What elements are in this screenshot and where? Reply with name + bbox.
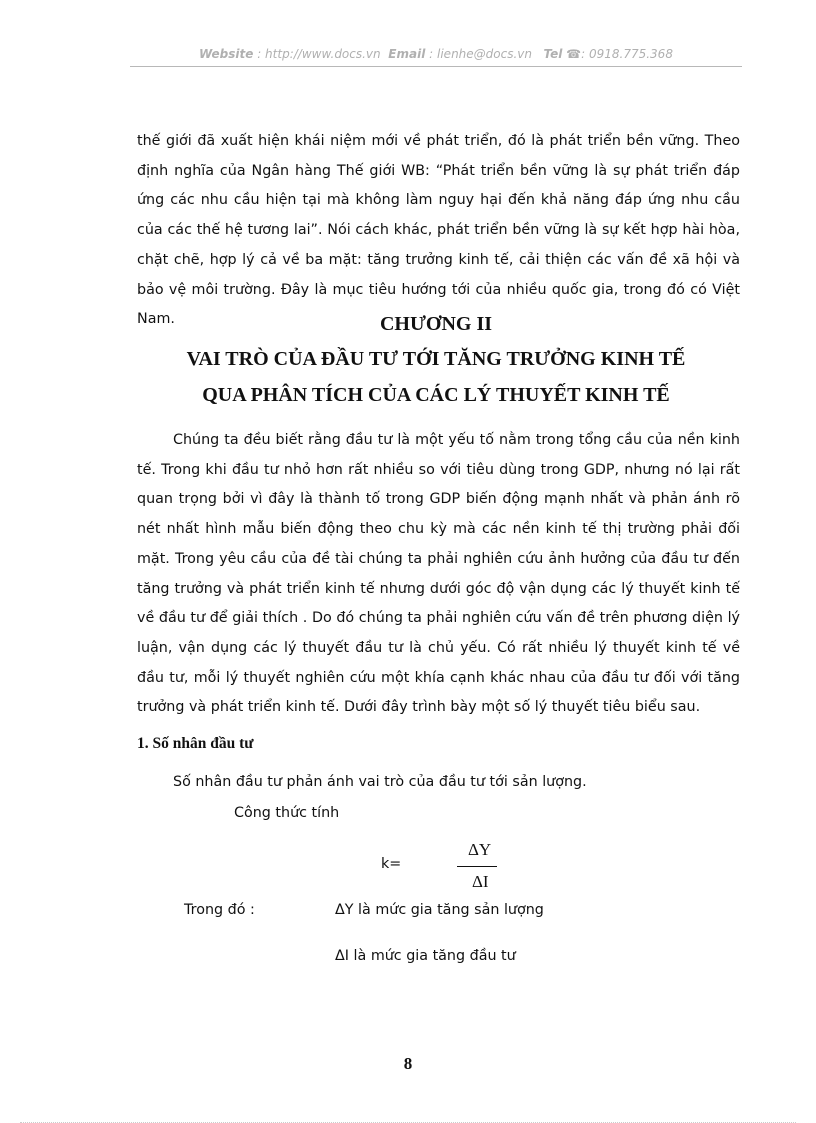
chapter-title-line2: QUA PHÂN TÍCH CỦA CÁC LÝ THUYẾT KINH TẾ	[202, 384, 670, 406]
email-label: Email	[388, 47, 426, 61]
header-divider	[130, 66, 742, 67]
intro-paragraph: thế giới đã xuất hiện khái niệm mới về phát triển, đó là phát triển bền vững. Theo định nghĩa của Ngân hàng Thế giới WB: “Phát triển bền vững là sự phát triển đáp ứng các nhu cầu hiện tại mà không làm nguy hại đến khả năng đáp ứng nhu cầu của các thế hệ tương lai”. Nói cách khác, phát triển bền vững là sự kết hợp hài hòa, chặt chẽ, hợp lý cả về ba mặt: tăng trưởng kinh tế, cải thiện các vấn đề xã hội và bảo vệ môi trường. Đây là mục tiêu hướng tới của nhiều quốc gia, trong đó có Việt Nam.	[137, 133, 740, 328]
website-label: Website	[199, 47, 254, 61]
where-delta-y: ΔY là mức gia tăng sản lượng	[335, 902, 544, 918]
formula-lhs: k=	[381, 856, 402, 872]
website-value: : http://www.docs.vn	[257, 47, 381, 61]
chapter-label: CHƯƠNG II	[379, 313, 493, 335]
tel-value: ☎: 0918.775.368	[566, 47, 673, 61]
where-label: Trong đó :	[184, 902, 255, 918]
page-number: 8	[403, 1054, 413, 1073]
formula-denominator: ΔI	[472, 872, 489, 891]
formula-numerator: ΔY	[468, 840, 492, 859]
fraction-bar	[457, 866, 497, 867]
chapter-title-line1: VAI TRÒ CỦA ĐẦU TƯ TỚI TĂNG TRƯỞNG KINH TẾ	[186, 348, 686, 370]
section-description: Số nhân đầu tư phản ánh vai trò của đầu tư tới sản lượng.	[173, 774, 587, 790]
formula-label: Công thức tính	[234, 805, 340, 821]
email-value: : lienhe@docs.vn	[429, 47, 532, 61]
where-delta-i: ΔI là mức gia tăng đầu tư	[335, 948, 516, 964]
page-header	[130, 47, 742, 61]
main-paragraph: Chúng ta đều biết rằng đầu tư là một yếu tố nằm trong tổng cầu của nền kinh tế. Trong khi đầu tư nhỏ hơn rất nhiều so với tiêu dùng trong GDP, nhưng nó lại rất quan trọng bởi vì đây là thành tố trong GDP biến động mạnh nhất và phản ánh rõ nét nhất hình mẫu biến động theo chu kỳ mà các nền kinh tế thị trường phải đối mặt. Trong yêu cầu của đề tài chúng ta phải nghiên cứu ảnh hưởng của đầu tư đến tăng trưởng và phát triển kinh tế nhưng dưới góc độ vận dụng các lý thuyết kinh tế về đầu tư để giải thích . Do đó chúng ta phải nghiên cứu vấn đề trên phương diện lý luận, vận dụng các lý thuyết đầu tư là chủ yếu. Có rất nhiều lý thuyết kinh tế về đầu tư, mỗi lý thuyết nghiên cứu một khía cạnh khác nhau của đầu tư đối với tăng trưởng và phát triển kinh tế. Dưới đây trình bày một số lý thuyết tiêu biểu sau.	[137, 432, 740, 716]
section-heading: 1. Số nhân đầu tư	[137, 735, 254, 752]
tel-label: Tel	[543, 47, 563, 61]
